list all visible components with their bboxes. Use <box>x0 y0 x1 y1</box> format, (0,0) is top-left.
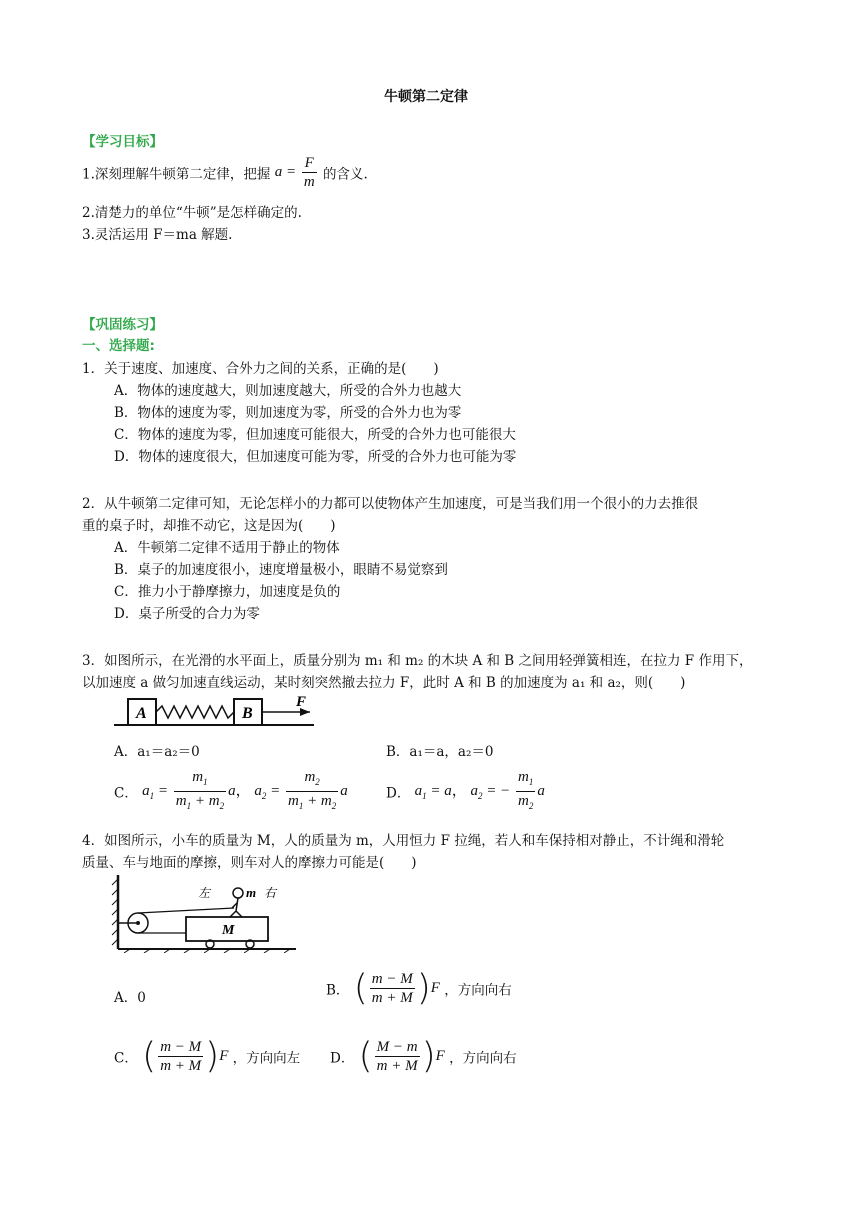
q1-stem: 1．关于速度、加速度、合外力之间的关系，正确的是( ) <box>82 361 439 377</box>
section-choice: 一、选择题: <box>82 338 155 354</box>
q1-option-d: D．物体的速度很大，但加速度可能为零，所受的合外力也可能为零 <box>114 449 517 465</box>
q2-option-b: B．桌子的加速度很小，速度增量极小，眼睛不易觉察到 <box>114 562 448 578</box>
q4-option-a: A．0 <box>114 990 146 1006</box>
q1-option-a: A．物体的速度越大，则加速度越大，所受的合外力也越大 <box>114 383 462 399</box>
q1-option-c: C．物体的速度为零，但加速度可能很大，所受的合外力也可能很大 <box>114 427 516 443</box>
q4-option-d-formula: ( $\frac{M - m}{m + M}$ )F <box>358 1035 445 1077</box>
q3-stem-1: 3．如图所示，在光滑的水平面上，质量分别为 m₁ 和 m₂ 的木块 A 和 B 之间用轻弹簧相连，在拉力 F 作用下， <box>82 653 753 669</box>
q4-figure-cart-pulley <box>110 873 300 953</box>
q4-stem-1: 4．如图所示，小车的质量为 M，人的质量为 m，人用恒力 F 拉绳，若人和车保持相对静止，不计绳和滑轮 <box>82 833 725 849</box>
q2-stem-2: 重的桌子时，却推不动它，这是因为( ) <box>82 518 336 534</box>
block-a-label: A <box>136 705 147 722</box>
q2-option-c: C．推力小于静摩擦力，加速度是负的 <box>114 584 341 600</box>
label-m: m <box>246 885 257 900</box>
q1-option-b: B．物体的速度为零，则加速度为零，所受的合外力也为零 <box>114 405 462 421</box>
q4-option-c: C． ( $\frac{m - M}{m + M}$ )F ，方向向左 <box>114 1035 301 1077</box>
q3-option-b: B．a₁＝a，a₂＝0 <box>386 744 494 760</box>
label-left: 左 <box>198 886 211 900</box>
q4-option-b: B． ( $\frac{m - M}{m + M}$ )F ，方向向右 <box>326 967 512 1009</box>
q2-option-a: A．牛顿第二定律不适用于静止的物体 <box>114 540 340 556</box>
q3-option-c-formula: $a_1$ = $\frac{m_1}{m_1 + m_2}$ a， $a_2$ = $\frac{m_2}{m_1 + m_2}$ a <box>142 769 348 811</box>
formula-a-equals-f-over-m: a = $\frac{F}{m}$ <box>274 155 315 190</box>
q2-option-d: D．桌子所受的合力为零 <box>114 606 260 622</box>
q4-stem-2: 质量、车与地面的摩擦，则车对人的摩擦力可能是( ) <box>82 855 417 871</box>
practice-header: 【巩固练习】 <box>82 317 163 333</box>
q3-option-c: C． $a_1$ = $\frac{m_1}{m_1 + m_2}$ a， $a_2$ = $\frac{m_2}{m_1 + m_2}$ a <box>114 769 348 811</box>
q3-stem-2: 以加速度 a 做匀加速直线运动，某时刻突然撤去拉力 F，此时 A 和 B 的加速度为 a₁ 和 a₂，则( ) <box>82 675 686 691</box>
objectives-header: 【学习目标】 <box>82 134 163 150</box>
q2-stem-1: 2．从牛顿第二定律可知，无论怎样小的力都可以使物体产生加速度，可是当我们用一个很小的力去推很 <box>82 496 699 512</box>
q3-option-d: D． $a_1 = a$， $a_2$ = − $\frac{m_1}{m_2}$ a <box>386 769 545 811</box>
q4-option-b-formula: ( $\frac{m - M}{m + M}$ )F <box>353 967 440 1009</box>
q4-option-c-formula: ( $\frac{m - M}{m + M}$ )F <box>142 1035 229 1077</box>
block-b-label: B <box>242 705 253 722</box>
objective-1: 1.深刻理解牛顿第二定律，把握 a = $\frac{F}{m}$ 的含义. <box>82 155 368 190</box>
objective-3: 3.灵活运用 F＝ma 解题. <box>82 227 233 243</box>
force-f-label: F <box>296 694 307 710</box>
objective-2: 2.清楚力的单位“牛顿”是怎样确定的. <box>82 205 302 221</box>
q3-option-d-formula: $a_1 = a$， $a_2$ = − $\frac{m_1}{m_2}$ a <box>414 769 545 811</box>
page-title: 牛顿第二定律 <box>384 89 468 105</box>
label-cart-M: M <box>222 923 235 938</box>
q3-figure-spring-blocks <box>114 693 324 733</box>
q3-option-a: A．a₁＝a₂＝0 <box>114 744 200 760</box>
label-right: 右 <box>264 886 277 900</box>
q4-option-d: D． ( $\frac{M - m}{m + M}$ )F ，方向向右 <box>330 1035 517 1077</box>
